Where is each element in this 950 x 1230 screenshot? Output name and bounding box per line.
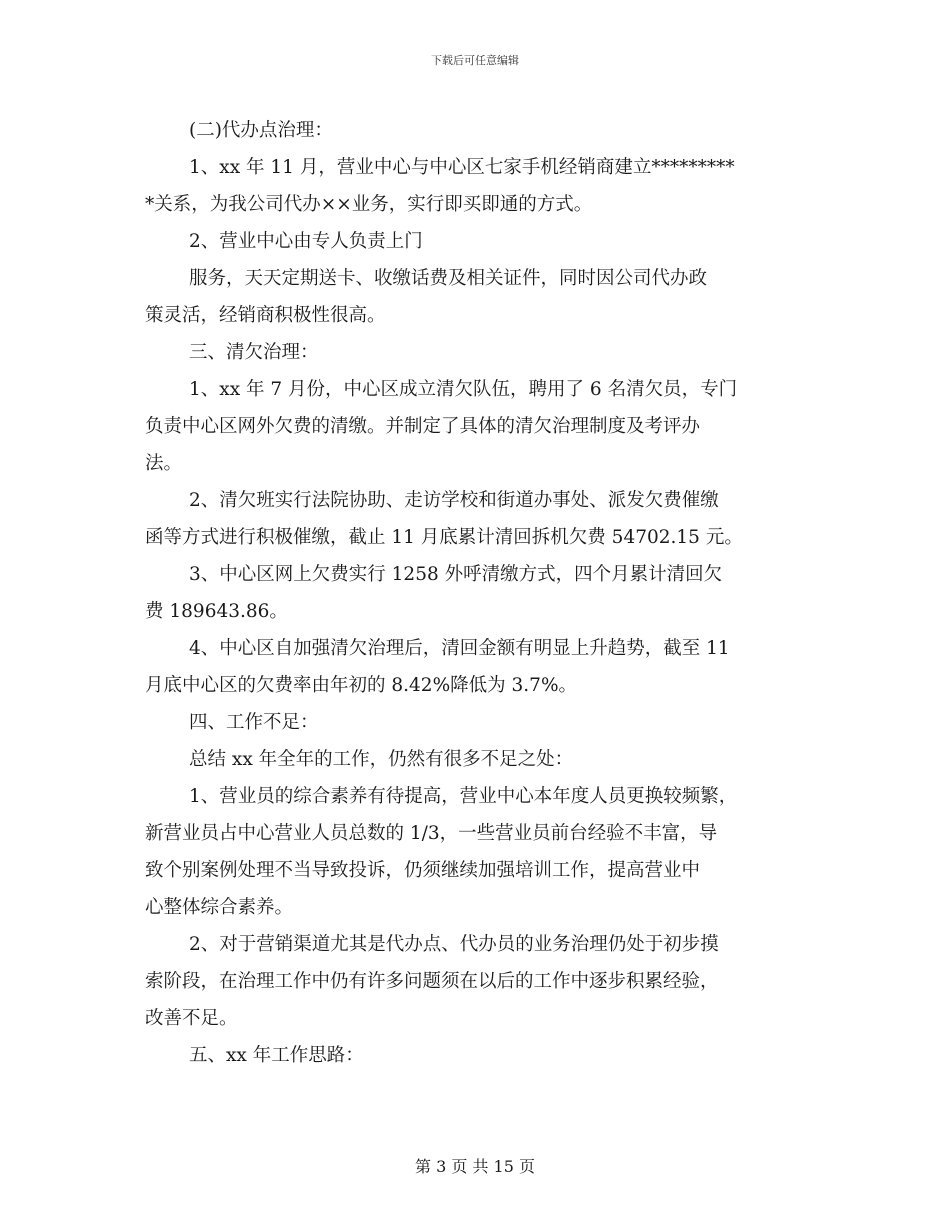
- text-line: 新营业员占中心营业人员总数的 1/3，一些营业员前台经验不丰富，导: [145, 823, 718, 844]
- text-line: 函等方式进行积极催缴，截止 11 月底累计清回拆机欠费 54702.15 元。: [145, 527, 743, 548]
- document-body: [145, 112, 813, 1074]
- text-line: 四、工作不足：: [189, 712, 319, 733]
- text-line: 策灵活，经销商积极性很高。: [145, 305, 386, 326]
- text-line: 3、中心区网上欠费实行 1258 外呼清缴方式，四个月累计清回欠: [189, 564, 723, 585]
- text-line: 负责中心区网外欠费的清缴。并制定了具体的清欠治理制度及考评办: [145, 416, 701, 437]
- text-line: 总结 xx 年全年的工作，仍然有很多不足之处：: [189, 749, 574, 770]
- text-line: 1、营业员的综合素养有待提高，营业中心本年度人员更换较频繁，: [189, 786, 738, 807]
- text-line: 三、清欠治理：: [189, 342, 319, 363]
- text-line: 法。: [145, 453, 183, 474]
- text-line: 索阶段，在治理工作中仍有许多问题须在以后的工作中逐步积累经验，: [145, 971, 719, 992]
- text-line: (二)代办点治理：: [189, 120, 333, 141]
- text-line: 改善不足。: [145, 1008, 238, 1029]
- text-line: 服务，天天定期送卡、收缴话费及相关证件，同时因公司代办政: [189, 268, 708, 289]
- text-line: 心整体综合素养。: [145, 897, 294, 918]
- text-line: 4、中心区自加强清欠治理后，清回金额有明显上升趋势，截至 11: [189, 638, 730, 659]
- text-line: 费 189643.86。: [145, 601, 288, 622]
- text-line: 2、清欠班实行法院协助、走访学校和街道办事处、派发欠费催缴: [189, 490, 719, 511]
- text-line: 1、xx 年 11 月，营业中心与中心区七家手机经销商建立*********: [189, 157, 735, 178]
- text-line: 月底中心区的欠费率由年初的 8.42%降低为 3.7%。: [145, 675, 578, 696]
- text-line: 1、xx 年 7 月份，中心区成立清欠队伍，聘用了 6 名清欠员，专门: [189, 379, 738, 400]
- text-line: 2、营业中心由专人负责上门: [189, 231, 423, 252]
- text-line: 2、对于营销渠道尤其是代办点、代办员的业务治理仍处于初步摸: [189, 934, 719, 955]
- text-line: 五、xx 年工作思路：: [189, 1045, 364, 1066]
- page-header-note: 下载后可任意编辑: [431, 54, 519, 67]
- text-line: *关系，为我公司代办××业务，实行即买即通的方式。: [145, 194, 593, 215]
- page-number-footer: 第 3 页 共 15 页: [415, 1157, 535, 1176]
- text-line: 致个别案例处理不当导致投诉，仍须继续加强培训工作，提高营业中: [145, 860, 701, 881]
